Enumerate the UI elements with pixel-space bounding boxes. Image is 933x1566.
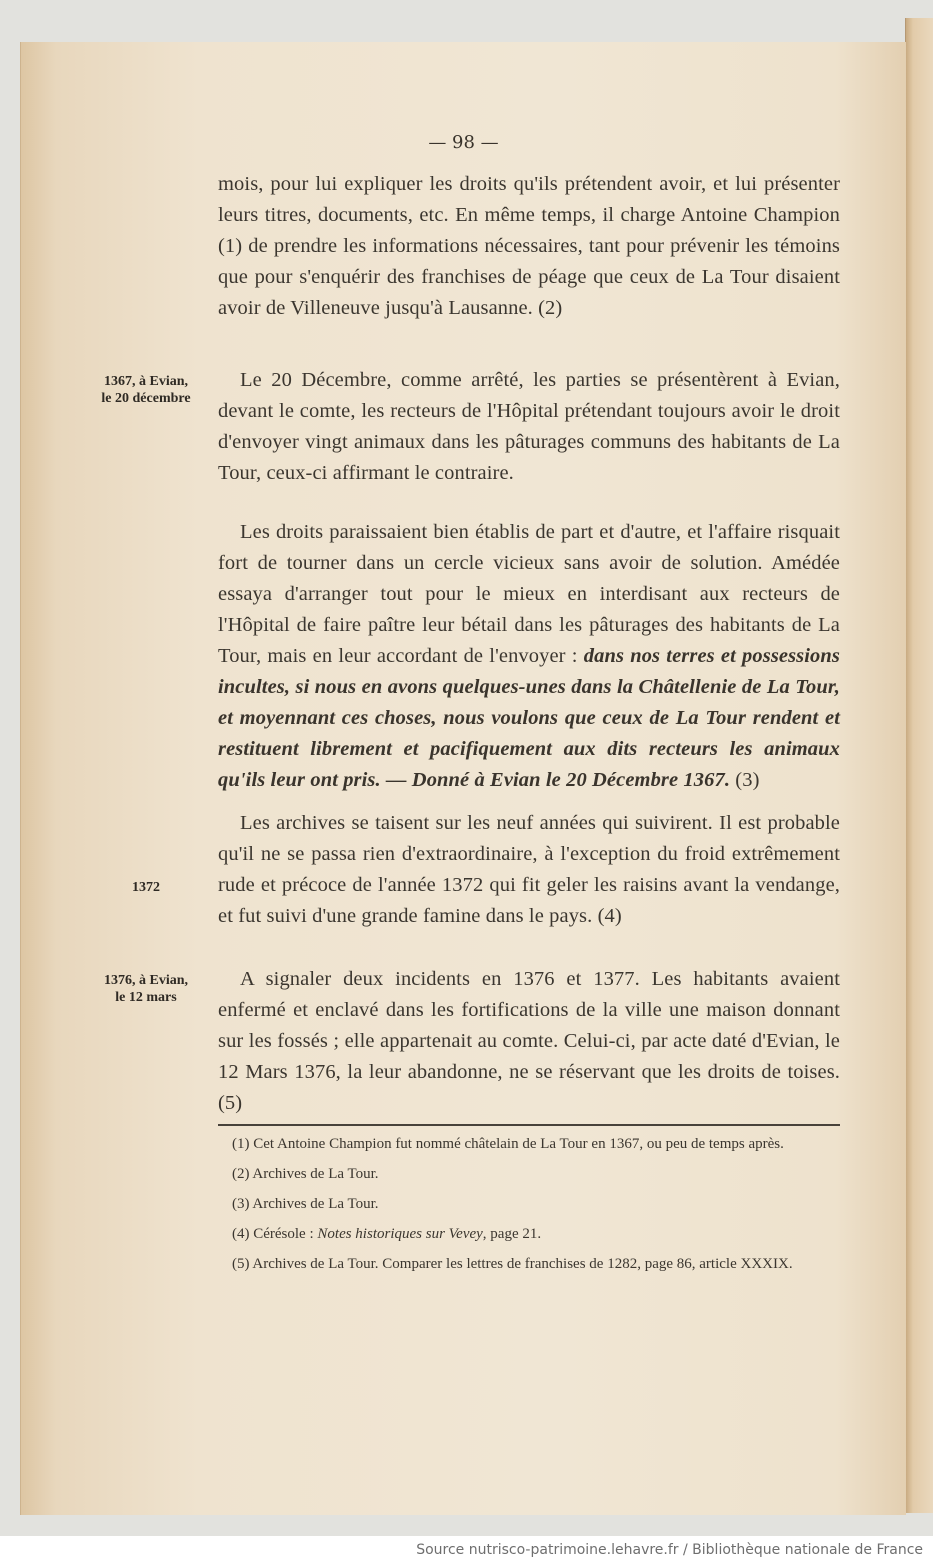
paragraph-4: Les archives se taisent sur les neuf années qui suivirent. Il est probable qu'il ne se passa rien d'extraordinaire, à l'exception du froid extrêmement rude et précoce de l'année 1372 qui fit geler les raisins avant la vendange, et fut suivi d'une grande famine dans le pays. (4) [218,812,840,927]
footnote-1: (1) Cet Antoine Champion fut nommé châtelain de La Tour en 1367, ou peu de temps après. [232,1136,784,1152]
scanned-page [20,42,906,1515]
margin-note-1376: 1376, à Evian, le 12 mars [103,973,188,1005]
margin-note-1367: 1367, à Evian, le 20 décembre [101,374,191,406]
paragraph-2: Le 20 Décembre, comme arrêté, les parties se présentèrent à Evian, devant le comte, les recteurs de l'Hôpital prétendant toujours avoir le droit d'envoyer vingt animaux dans les pâturages communs des habitants de La Tour, ceux-ci affirmant le contraire. [218,369,840,484]
paragraph-3: Les droits paraissaient bien établis de part et d'autre, et l'affaire risquait fort de tourner dans un cercle vicieux sans avoir de solution. Amédée essaya d'arranger tout pour le mieux en interdisant aux recteurs de l'Hôpital de faire paître leur bétail dans les pâturages des habitants de La Tour, mais en leur accordant de l'envoyer : dans nos terres et possessions incultes, si nous en avons quelques-unes dans la Châtellenie de La Tour, et moyennant ces choses, nous voulons que ceux de La Tour rendent et restituent librement et pacifiquement aux dits recteurs les animaux qu'ils leur ont pris. — Donné à Evian le 20 Décembre 1367. (3) [218,521,840,791]
source-bar [0,1536,933,1566]
footnote-2: (2) Archives de La Tour. [232,1166,379,1182]
footnotes [218,1134,840,1284]
quoted-charter: dans nos terres et possessions incultes, si nous en avons quelques-unes dans la Châtellenie de La Tour, et moyennant ces choses, nous voulons que ceux de La Tour rendent et restituent librement et pacifiquement aux dits recteurs les animaux qu'ils leur ont pris. — Donné à Evian le 20 Décembre 1367. [218,645,840,791]
paragraph-5: A signaler deux incidents en 1376 et 1377. Les habitants avaient enfermé et enclavé dans les fortifications de la ville une maison donnant sur les fossés ; elle appartenait au comte. Celui-ci, par acte daté d'Evian, le 12 Mars 1376, la leur abandonne, ne se réservant que les droits de toises. (5) [218,968,840,1114]
footnote-4: (4) Cérésole : Notes historiques sur Vevey, page 21. [232,1226,542,1242]
footnote-divider [218,1124,840,1126]
margin-note-1372: 1372 [132,880,160,895]
footnote-5: (5) Archives de La Tour. Comparer les lettres de franchises de 1282, page 86, article XXXIX. [232,1256,793,1272]
page-number: — 98 — [428,132,499,153]
paragraph-1: mois, pour lui expliquer les droits qu'ils prétendent avoir, et lui présenter leurs titres, documents, etc. En même temps, il charge Antoine Champion (1) de prendre les informations nécessaires, tant pour prévenir les témoins que pour s'enquérir des franchises de péage que ceux de La Tour disaient avoir de Villeneuve jusqu'à Lausanne. (2) [218,173,840,319]
source-credit: Source nutrisco-patrimoine.lehavre.fr / Bibliothèque nationale de France [416,1542,923,1558]
book-page-edge [905,18,933,1513]
footnote-3: (3) Archives de La Tour. [232,1196,379,1212]
